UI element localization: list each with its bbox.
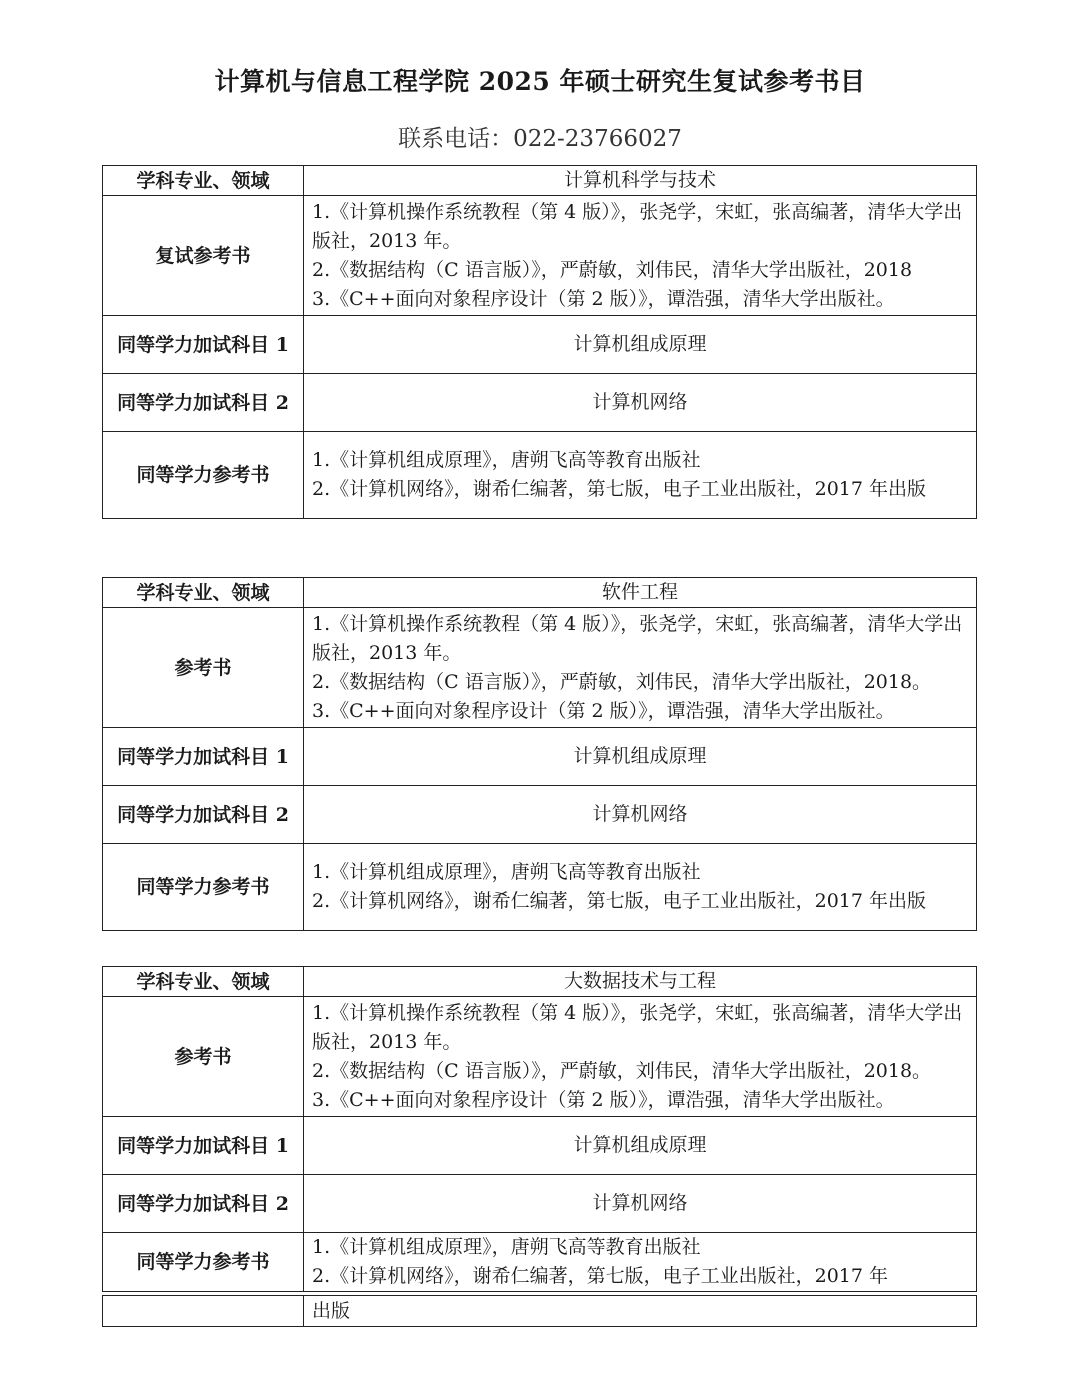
ref-item: 2.《计算机网络》，谢希仁编著，第七版，电子工业出版社，2017 年 [312, 1265, 889, 1287]
field-value: 大数据技术与工程 [304, 967, 977, 997]
table-row [103, 578, 977, 608]
extra-subject-1-value: 计算机组成原理 [304, 316, 977, 374]
extra-subject-2-value: 计算机网络 [304, 786, 977, 844]
book-item: 1.《计算机操作系统教程（第 4 版）》，张尧学，宋虹，张高编著，清华大学出版社，2013 年。 [312, 1001, 963, 1053]
extra-subject-2-value: 计算机网络 [304, 1175, 977, 1233]
table-row [103, 728, 977, 786]
section-table-bigdata [102, 966, 977, 1292]
extra-subject-1-label: 同等学力加试科目 1 [103, 728, 304, 786]
ref-item: 1.《计算机组成原理》，唐朔飞高等教育出版社 [312, 861, 701, 883]
equivalent-refs-label: 同等学力参考书 [103, 432, 304, 519]
ref-continuation: 出版 [304, 1296, 977, 1327]
extra-subject-1-value: 计算机组成原理 [304, 728, 977, 786]
extra-subject-1-value: 计算机组成原理 [304, 1117, 977, 1175]
field-label: 学科专业、领域 [103, 166, 304, 196]
section-table-cs [102, 165, 977, 519]
books-list [304, 196, 977, 316]
table-row [103, 997, 977, 1117]
extra-subject-1-label: 同等学力加试科目 1 [103, 1117, 304, 1175]
table-row [103, 1233, 977, 1292]
extra-subject-2-label: 同等学力加试科目 2 [103, 1175, 304, 1233]
book-item: 2.《数据结构（C 语言版）》，严蔚敏，刘伟民，清华大学出版社，2018 [312, 258, 913, 281]
table-row [103, 196, 977, 316]
books-list [304, 997, 977, 1117]
book-item: 3.《C++面向对象程序设计（第 2 版）》，谭浩强，清华大学出版社。 [312, 699, 895, 722]
table-row [103, 967, 977, 997]
books-label: 参考书 [103, 997, 304, 1117]
extra-subject-1-label: 同等学力加试科目 1 [103, 316, 304, 374]
continuation-table [102, 1295, 977, 1327]
books-label: 复试参考书 [103, 196, 304, 316]
ref-item: 1.《计算机组成原理》，唐朔飞高等教育出版社 [312, 1236, 701, 1258]
table-row [103, 166, 977, 196]
table-row [103, 786, 977, 844]
books-label: 参考书 [103, 608, 304, 728]
books-list [304, 608, 977, 728]
field-value: 软件工程 [304, 578, 977, 608]
book-item: 1.《计算机操作系统教程（第 4 版）》，张尧学，宋虹，张高编著，清华大学出版社，2013 年。 [312, 612, 963, 664]
table-row [103, 1175, 977, 1233]
book-item: 3.《C++面向对象程序设计（第 2 版）》，谭浩强，清华大学出版社。 [312, 287, 895, 310]
table-row [103, 1117, 977, 1175]
equivalent-refs-list [304, 844, 977, 931]
field-label: 学科专业、领域 [103, 578, 304, 608]
table-row [103, 1296, 977, 1327]
extra-subject-2-value: 计算机网络 [304, 374, 977, 432]
extra-subject-2-label: 同等学力加试科目 2 [103, 374, 304, 432]
equivalent-refs-label: 同等学力参考书 [103, 844, 304, 931]
ref-item: 2.《计算机网络》，谢希仁编著，第七版，电子工业出版社，2017 年出版 [312, 478, 927, 500]
field-value: 计算机科学与技术 [304, 166, 977, 196]
equivalent-refs-list [304, 1233, 977, 1292]
book-item: 1.《计算机操作系统教程（第 4 版）》，张尧学，宋虹，张高编著，清华大学出版社，2013 年。 [312, 200, 963, 252]
section-table-se [102, 577, 977, 931]
ref-item: 1.《计算机组成原理》，唐朔飞高等教育出版社 [312, 449, 701, 471]
contact-phone: 联系电话：022-23766027 [398, 126, 682, 152]
equivalent-refs-list [304, 432, 977, 519]
table-row [103, 608, 977, 728]
table-row [103, 844, 977, 931]
empty-label-cell [103, 1296, 304, 1327]
book-item: 3.《C++面向对象程序设计（第 2 版）》，谭浩强，清华大学出版社。 [312, 1088, 895, 1111]
table-row [103, 432, 977, 519]
table-row [103, 374, 977, 432]
equivalent-refs-label: 同等学力参考书 [103, 1233, 304, 1292]
field-label: 学科专业、领域 [103, 967, 304, 997]
extra-subject-2-label: 同等学力加试科目 2 [103, 786, 304, 844]
table-row [103, 316, 977, 374]
book-item: 2.《数据结构（C 语言版）》，严蔚敏，刘伟民，清华大学出版社，2018。 [312, 1059, 932, 1082]
document-title: 计算机与信息工程学院 2025 年硕士研究生复试参考书目 [214, 67, 866, 96]
book-item: 2.《数据结构（C 语言版）》，严蔚敏，刘伟民，清华大学出版社，2018。 [312, 670, 932, 693]
ref-item: 2.《计算机网络》，谢希仁编著，第七版，电子工业出版社，2017 年出版 [312, 890, 927, 912]
